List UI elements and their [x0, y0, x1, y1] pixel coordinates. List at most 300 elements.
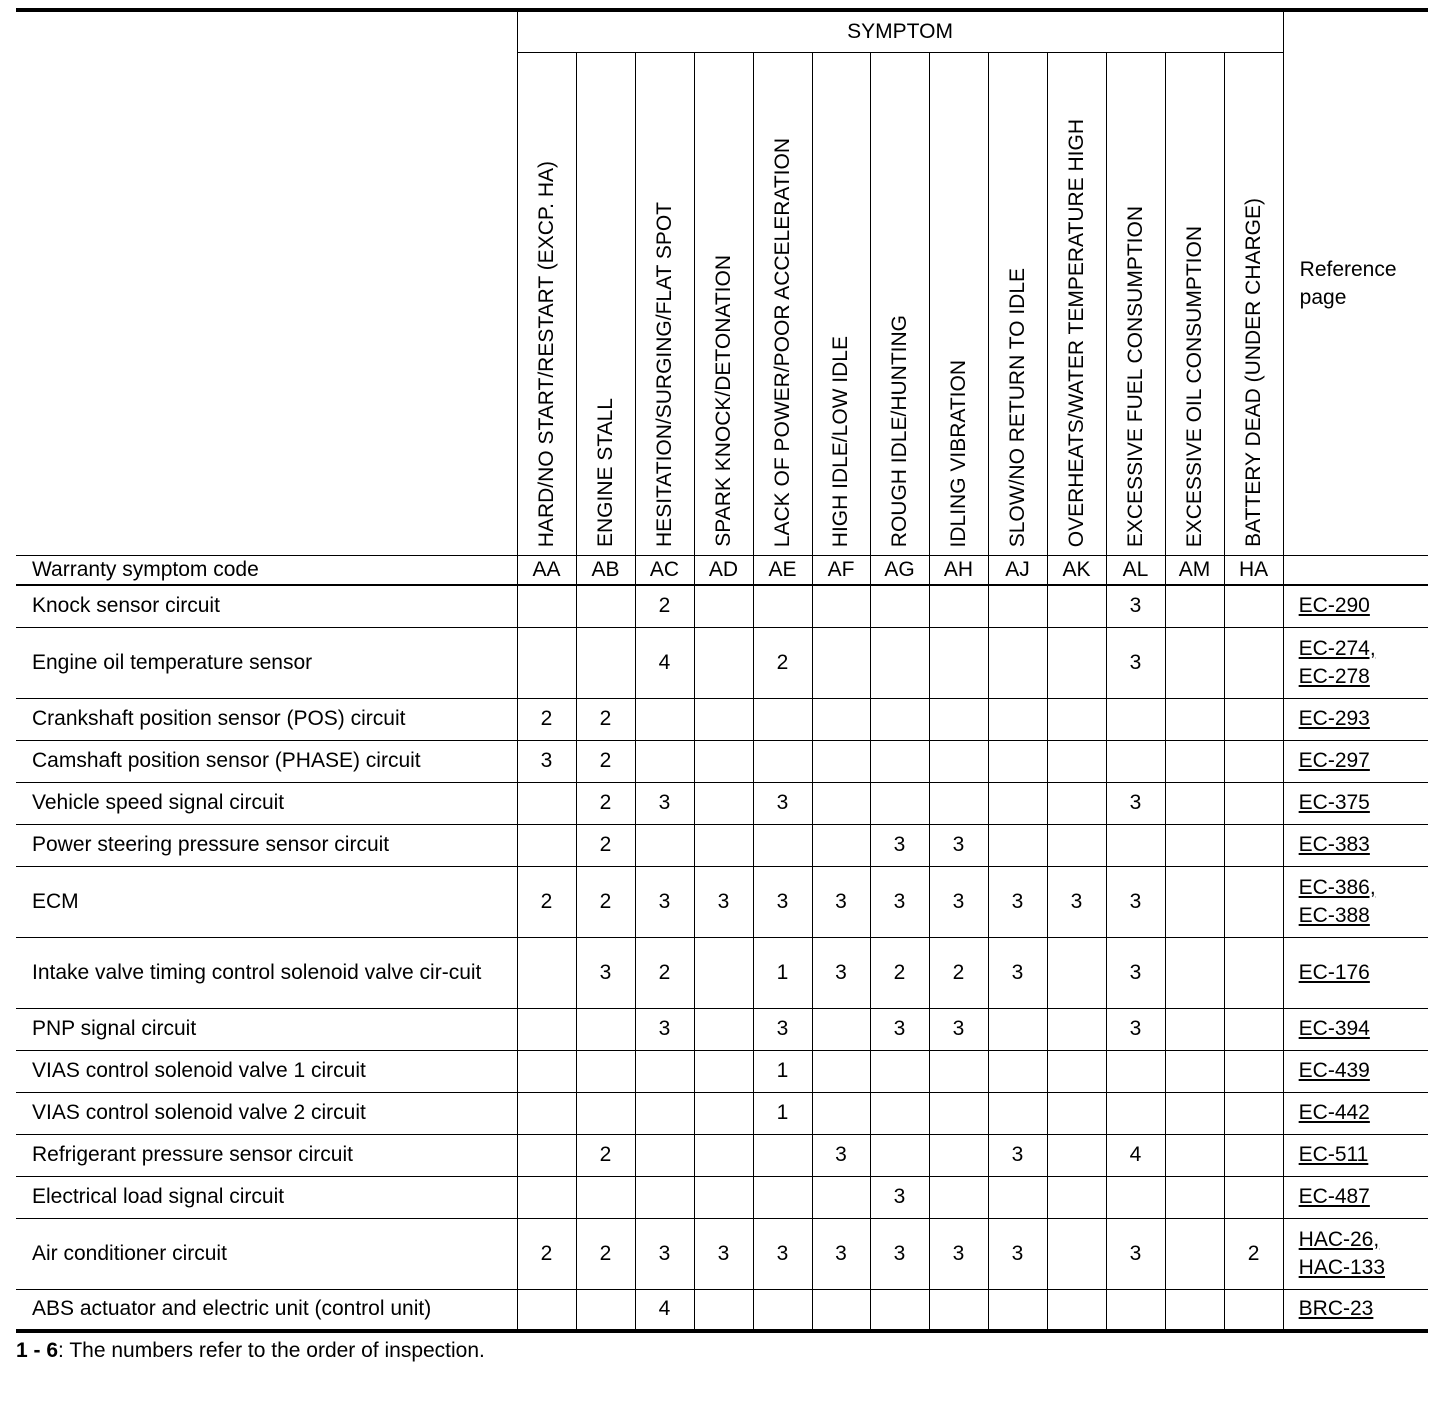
symptom-header-text: IDLING VIBRATION — [946, 359, 970, 547]
inspection-order-cell — [576, 1092, 635, 1134]
inspection-order-cell — [694, 1176, 753, 1218]
symptom-header-7 — [870, 53, 929, 556]
symptom-header-text: HESITATION/SURGING/FLAT SPOT — [652, 202, 676, 547]
inspection-order-cell: 3 — [929, 1008, 988, 1050]
inspection-order-cell — [812, 627, 870, 698]
symptom-header-11 — [1106, 53, 1165, 556]
table-row — [16, 1134, 1428, 1176]
inspection-order-cell: 3 — [753, 1218, 812, 1289]
row-label: VIAS control solenoid valve 2 circuit — [16, 1092, 517, 1134]
inspection-order-cell — [517, 824, 576, 866]
inspection-order-cell — [694, 1092, 753, 1134]
reference-cell — [1283, 937, 1428, 1008]
table-row — [16, 698, 1428, 740]
table-row — [16, 824, 1428, 866]
inspection-order-cell — [988, 627, 1047, 698]
table-row — [16, 585, 1428, 627]
inspection-order-cell — [988, 1176, 1047, 1218]
inspection-order-cell — [753, 1134, 812, 1176]
inspection-order-cell — [635, 1176, 694, 1218]
inspection-order-cell: 2 — [576, 740, 635, 782]
inspection-order-cell — [1047, 740, 1106, 782]
inspection-order-cell — [694, 1050, 753, 1092]
inspection-order-cell: 3 — [1047, 866, 1106, 937]
symptom-header-3 — [635, 53, 694, 556]
inspection-order-cell — [812, 1092, 870, 1134]
row-label: VIAS control solenoid valve 1 circuit — [16, 1050, 517, 1092]
inspection-order-cell — [1165, 1134, 1224, 1176]
inspection-order-cell — [694, 1134, 753, 1176]
inspection-order-cell: 3 — [812, 1134, 870, 1176]
inspection-order-cell — [988, 1289, 1047, 1331]
reference-link[interactable]: EC-278 — [1298, 664, 1370, 688]
inspection-order-cell — [753, 824, 812, 866]
inspection-order-cell — [929, 740, 988, 782]
warranty-code-ha: HA — [1224, 556, 1283, 586]
row-label: Camshaft position sensor (PHASE) circuit — [16, 740, 517, 782]
inspection-order-cell: 2 — [517, 866, 576, 937]
inspection-order-cell — [1047, 1134, 1106, 1176]
reference-cell — [1283, 1134, 1428, 1176]
inspection-order-cell: 3 — [1106, 937, 1165, 1008]
symptom-header-text: LACK OF POWER/POOR ACCELERATION — [770, 137, 794, 547]
inspection-order-cell — [517, 585, 576, 627]
inspection-order-cell: 3 — [1106, 866, 1165, 937]
inspection-order-cell — [929, 585, 988, 627]
inspection-order-cell: 3 — [694, 866, 753, 937]
inspection-order-cell — [1165, 824, 1224, 866]
inspection-order-cell — [1224, 1050, 1283, 1092]
inspection-order-cell — [988, 1050, 1047, 1092]
warranty-code-ag: AG — [870, 556, 929, 586]
inspection-order-cell — [870, 585, 929, 627]
warranty-code-af: AF — [812, 556, 870, 586]
inspection-order-cell — [517, 1008, 576, 1050]
row-label: Knock sensor circuit — [16, 585, 517, 627]
inspection-order-cell — [517, 1050, 576, 1092]
symptom-header-text: ROUGH IDLE/HUNTING — [887, 314, 911, 547]
symptom-header-4 — [694, 53, 753, 556]
reference-link[interactable]: HAC-26, — [1298, 1227, 1380, 1251]
inspection-order-cell — [517, 937, 576, 1008]
inspection-order-cell: 3 — [870, 1176, 929, 1218]
inspection-order-cell — [576, 1050, 635, 1092]
inspection-order-cell — [1165, 585, 1224, 627]
inspection-order-cell — [1165, 937, 1224, 1008]
inspection-order-cell — [1047, 698, 1106, 740]
inspection-order-cell — [812, 1289, 870, 1331]
inspection-order-cell — [1106, 740, 1165, 782]
inspection-order-cell — [870, 698, 929, 740]
inspection-order-cell — [929, 1289, 988, 1331]
symptom-header-12 — [1165, 53, 1224, 556]
inspection-order-cell — [1106, 1050, 1165, 1092]
symptom-header-10 — [1047, 53, 1106, 556]
symptom-header-text: OVERHEATS/WATER TEMPERATURE HIGH — [1064, 118, 1088, 547]
table-row — [16, 1289, 1428, 1331]
inspection-order-cell — [517, 1289, 576, 1331]
inspection-order-cell: 3 — [988, 866, 1047, 937]
inspection-order-cell: 1 — [753, 1050, 812, 1092]
row-label: Engine oil temperature sensor — [16, 627, 517, 698]
table-row — [16, 866, 1428, 937]
inspection-order-cell: 3 — [988, 937, 1047, 1008]
inspection-order-cell: 2 — [576, 866, 635, 937]
inspection-order-cell — [1224, 782, 1283, 824]
inspection-order-cell: 3 — [635, 782, 694, 824]
inspection-order-cell: 3 — [576, 937, 635, 1008]
symptom-header-text: EXCESSIVE FUEL CONSUMPTION — [1123, 205, 1147, 547]
inspection-order-cell: 3 — [870, 1218, 929, 1289]
inspection-order-cell — [812, 740, 870, 782]
inspection-order-cell: 3 — [753, 1008, 812, 1050]
reference-cell — [1283, 1092, 1428, 1134]
inspection-order-cell: 4 — [1106, 1134, 1165, 1176]
inspection-order-cell — [1224, 937, 1283, 1008]
reference-cell — [1283, 1008, 1428, 1050]
inspection-order-cell — [753, 1289, 812, 1331]
inspection-order-cell — [988, 585, 1047, 627]
inspection-order-cell — [635, 1050, 694, 1092]
inspection-order-cell — [635, 1134, 694, 1176]
warranty-code-ad: AD — [694, 556, 753, 586]
inspection-order-cell — [1224, 585, 1283, 627]
inspection-order-cell — [517, 782, 576, 824]
row-label: Air conditioner circuit — [16, 1218, 517, 1289]
warranty-code-aa: AA — [517, 556, 576, 586]
warranty-code-aj: AJ — [988, 556, 1047, 586]
inspection-order-cell — [929, 1050, 988, 1092]
footnote-text: : The numbers refer to the order of inspection. — [58, 1339, 485, 1362]
symptom-header-8 — [929, 53, 988, 556]
inspection-order-cell — [988, 1092, 1047, 1134]
inspection-order-cell — [1047, 1218, 1106, 1289]
inspection-order-cell: 3 — [929, 824, 988, 866]
reference-link[interactable]: EC-388 — [1298, 903, 1370, 927]
inspection-order-cell — [1047, 782, 1106, 824]
inspection-order-cell — [1224, 698, 1283, 740]
inspection-order-cell: 3 — [1106, 782, 1165, 824]
reference-link[interactable]: EC-511 — [1298, 1143, 1369, 1166]
inspection-order-cell: 3 — [988, 1134, 1047, 1176]
inspection-order-cell: 3 — [1106, 585, 1165, 627]
inspection-order-cell — [870, 740, 929, 782]
inspection-order-cell — [635, 824, 694, 866]
inspection-order-cell — [1165, 1218, 1224, 1289]
inspection-order-cell — [812, 1008, 870, 1050]
inspection-order-cell — [694, 1289, 753, 1331]
table-row — [16, 1218, 1428, 1289]
inspection-order-cell: 3 — [870, 824, 929, 866]
symptom-header-1 — [517, 53, 576, 556]
inspection-order-cell — [929, 782, 988, 824]
inspection-order-cell — [929, 1092, 988, 1134]
symptom-header-13 — [1224, 53, 1283, 556]
inspection-order-cell: 2 — [870, 937, 929, 1008]
inspection-order-cell: 2 — [517, 698, 576, 740]
inspection-order-cell: 2 — [576, 782, 635, 824]
reference-link[interactable]: EC-487 — [1298, 1185, 1370, 1208]
inspection-order-cell — [870, 627, 929, 698]
inspection-order-cell: 3 — [929, 866, 988, 937]
reference-link[interactable]: EC-386, — [1298, 875, 1376, 899]
inspection-order-cell — [1165, 698, 1224, 740]
row-label: PNP signal circuit — [16, 1008, 517, 1050]
footnote — [16, 1339, 1427, 1363]
inspection-order-cell — [753, 740, 812, 782]
reference-cell — [1283, 866, 1428, 937]
reference-link[interactable]: EC-274, — [1298, 636, 1376, 660]
inspection-order-cell — [694, 585, 753, 627]
inspection-order-cell — [576, 585, 635, 627]
inspection-order-cell — [576, 1008, 635, 1050]
inspection-order-cell — [1047, 1289, 1106, 1331]
inspection-order-cell — [1106, 1176, 1165, 1218]
inspection-order-cell: 1 — [753, 937, 812, 1008]
inspection-order-cell — [1224, 1289, 1283, 1331]
reference-link[interactable]: EC-297 — [1298, 749, 1370, 772]
inspection-order-cell: 2 — [929, 937, 988, 1008]
inspection-order-cell — [1165, 1176, 1224, 1218]
reference-link[interactable]: EC-290 — [1298, 594, 1370, 618]
inspection-order-cell — [1047, 585, 1106, 627]
symptom-title: SYMPTOM — [517, 10, 1283, 53]
inspection-order-cell — [1165, 1050, 1224, 1092]
symptom-header-text: BATTERY DEAD (UNDER CHARGE) — [1241, 198, 1265, 547]
inspection-order-cell — [1165, 740, 1224, 782]
inspection-order-cell — [1165, 782, 1224, 824]
inspection-order-cell — [576, 627, 635, 698]
inspection-order-cell: 3 — [753, 782, 812, 824]
inspection-order-cell: 3 — [812, 937, 870, 1008]
inspection-order-cell — [1106, 824, 1165, 866]
inspection-order-cell — [576, 1289, 635, 1331]
row-label: Power steering pressure sensor circuit — [16, 824, 517, 866]
symptom-header-6 — [812, 53, 870, 556]
inspection-order-cell: 3 — [812, 1218, 870, 1289]
footnote-range: 1 - 6 — [16, 1339, 59, 1362]
inspection-order-cell: 2 — [635, 937, 694, 1008]
inspection-order-cell: 3 — [694, 1218, 753, 1289]
inspection-order-cell: 3 — [812, 866, 870, 937]
inspection-order-cell — [1224, 1008, 1283, 1050]
inspection-order-cell — [929, 1176, 988, 1218]
warranty-code-ae: AE — [753, 556, 812, 586]
inspection-order-cell — [694, 824, 753, 866]
warranty-code-ak: AK — [1047, 556, 1106, 586]
warranty-code-ab: AB — [576, 556, 635, 586]
inspection-order-cell — [1047, 824, 1106, 866]
reference-cell — [1283, 1289, 1428, 1331]
row-label: ECM — [16, 866, 517, 937]
inspection-order-cell: 2 — [635, 585, 694, 627]
inspection-order-cell: 2 — [576, 698, 635, 740]
inspection-order-cell — [929, 1134, 988, 1176]
inspection-order-cell — [988, 782, 1047, 824]
symptom-table-container — [16, 8, 1427, 1363]
reference-cell — [1283, 824, 1428, 866]
table-row — [16, 740, 1428, 782]
reference-cell — [1283, 698, 1428, 740]
inspection-order-cell — [694, 627, 753, 698]
inspection-order-cell — [812, 1050, 870, 1092]
reference-link[interactable]: EC-442 — [1298, 1101, 1370, 1124]
inspection-order-cell — [753, 1176, 812, 1218]
row-label: Intake valve timing control solenoid valve cir-cuit — [16, 937, 517, 1008]
reference-page-header: Reference page — [1283, 10, 1428, 556]
reference-link[interactable]: EC-293 — [1298, 707, 1370, 730]
inspection-order-cell — [870, 1134, 929, 1176]
inspection-order-cell — [1165, 866, 1224, 937]
reference-cell — [1283, 1176, 1428, 1218]
inspection-order-cell — [929, 627, 988, 698]
inspection-order-cell — [1047, 1008, 1106, 1050]
inspection-order-cell — [1106, 1289, 1165, 1331]
inspection-order-cell: 2 — [576, 1134, 635, 1176]
table-row — [16, 782, 1428, 824]
inspection-order-cell — [517, 627, 576, 698]
inspection-order-cell — [635, 1092, 694, 1134]
inspection-order-cell: 2 — [1224, 1218, 1283, 1289]
inspection-order-cell — [1047, 1092, 1106, 1134]
inspection-order-cell: 3 — [929, 1218, 988, 1289]
inspection-order-cell — [929, 698, 988, 740]
warranty-code-row — [16, 556, 1428, 586]
inspection-order-cell — [1224, 740, 1283, 782]
inspection-order-cell — [1106, 1092, 1165, 1134]
row-label: Vehicle speed signal circuit — [16, 782, 517, 824]
symptom-header-text: EXCESSIVE OIL CONSUMPTION — [1182, 225, 1206, 547]
symptom-matrix-table — [16, 8, 1428, 1333]
symptom-header-text: SLOW/NO RETURN TO IDLE — [1005, 267, 1029, 547]
inspection-order-cell: 4 — [635, 627, 694, 698]
inspection-order-cell — [870, 1050, 929, 1092]
symptom-header-text: HARD/NO START/RESTART (EXCP. HA) — [534, 160, 558, 547]
inspection-order-cell: 3 — [1106, 1218, 1165, 1289]
warranty-code-ac: AC — [635, 556, 694, 586]
row-label: Refrigerant pressure sensor circuit — [16, 1134, 517, 1176]
inspection-order-cell — [870, 782, 929, 824]
inspection-order-cell — [517, 1176, 576, 1218]
inspection-order-cell — [988, 1008, 1047, 1050]
reference-link[interactable]: EC-375 — [1298, 791, 1370, 814]
inspection-order-cell: 3 — [753, 866, 812, 937]
inspection-order-cell — [1165, 1008, 1224, 1050]
inspection-order-cell — [812, 824, 870, 866]
table-row — [16, 627, 1428, 698]
inspection-order-cell — [1224, 1092, 1283, 1134]
inspection-order-cell: 3 — [988, 1218, 1047, 1289]
inspection-order-cell — [1224, 866, 1283, 937]
inspection-order-cell — [1224, 1176, 1283, 1218]
inspection-order-cell — [635, 698, 694, 740]
reference-link[interactable]: EC-439 — [1298, 1059, 1370, 1082]
table-row — [16, 1176, 1428, 1218]
row-label: ABS actuator and electric unit (control unit) — [16, 1289, 517, 1331]
inspection-order-cell — [635, 740, 694, 782]
header-blank-cell — [16, 10, 517, 556]
reference-cell — [1283, 1050, 1428, 1092]
inspection-order-cell — [576, 1176, 635, 1218]
reference-cell — [1283, 585, 1428, 627]
inspection-order-cell — [988, 698, 1047, 740]
symptom-header-text: SPARK KNOCK/DETONATION — [711, 255, 735, 547]
reference-cell — [1283, 782, 1428, 824]
inspection-order-cell — [1047, 937, 1106, 1008]
inspection-order-cell — [694, 937, 753, 1008]
inspection-order-cell: 3 — [870, 866, 929, 937]
inspection-order-cell — [517, 1092, 576, 1134]
inspection-order-cell: 2 — [576, 824, 635, 866]
inspection-order-cell — [988, 824, 1047, 866]
reference-cell — [1283, 740, 1428, 782]
inspection-order-cell — [1224, 1134, 1283, 1176]
inspection-order-cell: 3 — [1106, 1008, 1165, 1050]
row-label: Crankshaft position sensor (POS) circuit — [16, 698, 517, 740]
table-row — [16, 1008, 1428, 1050]
inspection-order-cell — [694, 782, 753, 824]
symptom-header-5 — [753, 53, 812, 556]
inspection-order-cell — [1224, 824, 1283, 866]
inspection-order-cell — [1165, 627, 1224, 698]
reference-cell — [1283, 627, 1428, 698]
reference-link[interactable]: HAC-133 — [1298, 1255, 1386, 1279]
inspection-order-cell — [753, 698, 812, 740]
reference-link[interactable]: EC-176 — [1298, 960, 1370, 984]
warranty-code-label: Warranty symptom code — [16, 556, 517, 586]
inspection-order-cell — [812, 698, 870, 740]
inspection-order-cell — [812, 585, 870, 627]
inspection-order-cell: 3 — [635, 1008, 694, 1050]
inspection-order-cell — [870, 1092, 929, 1134]
reference-cell — [1283, 1218, 1428, 1289]
inspection-order-cell — [812, 1176, 870, 1218]
inspection-order-cell: 2 — [753, 627, 812, 698]
inspection-order-cell — [1224, 627, 1283, 698]
inspection-order-cell — [1165, 1289, 1224, 1331]
symptom-header-text: ENGINE STALL — [593, 398, 617, 547]
inspection-order-cell: 2 — [517, 1218, 576, 1289]
inspection-order-cell — [694, 740, 753, 782]
inspection-order-cell — [1165, 1092, 1224, 1134]
inspection-order-cell: 2 — [576, 1218, 635, 1289]
inspection-order-cell — [694, 1008, 753, 1050]
symptom-header-9 — [988, 53, 1047, 556]
inspection-order-cell — [1047, 1176, 1106, 1218]
inspection-order-cell — [517, 1134, 576, 1176]
symptom-header-2 — [576, 53, 635, 556]
inspection-order-cell — [1047, 1050, 1106, 1092]
inspection-order-cell — [753, 585, 812, 627]
inspection-order-cell: 3 — [635, 1218, 694, 1289]
table-row — [16, 1050, 1428, 1092]
reference-link[interactable]: EC-383 — [1298, 833, 1370, 856]
symptom-header-text: HIGH IDLE/LOW IDLE — [829, 335, 852, 547]
row-label: Electrical load signal circuit — [16, 1176, 517, 1218]
inspection-order-cell: 3 — [870, 1008, 929, 1050]
warranty-code-al: AL — [1106, 556, 1165, 586]
inspection-order-cell: 3 — [1106, 627, 1165, 698]
inspection-order-cell — [988, 740, 1047, 782]
inspection-order-cell: 3 — [517, 740, 576, 782]
reference-link[interactable]: BRC-23 — [1298, 1297, 1374, 1321]
warranty-code-ah: AH — [929, 556, 988, 586]
inspection-order-cell — [812, 782, 870, 824]
reference-link[interactable]: EC-394 — [1298, 1017, 1370, 1040]
inspection-order-cell — [870, 1289, 929, 1331]
inspection-order-cell — [694, 698, 753, 740]
warranty-code-am: AM — [1165, 556, 1224, 586]
